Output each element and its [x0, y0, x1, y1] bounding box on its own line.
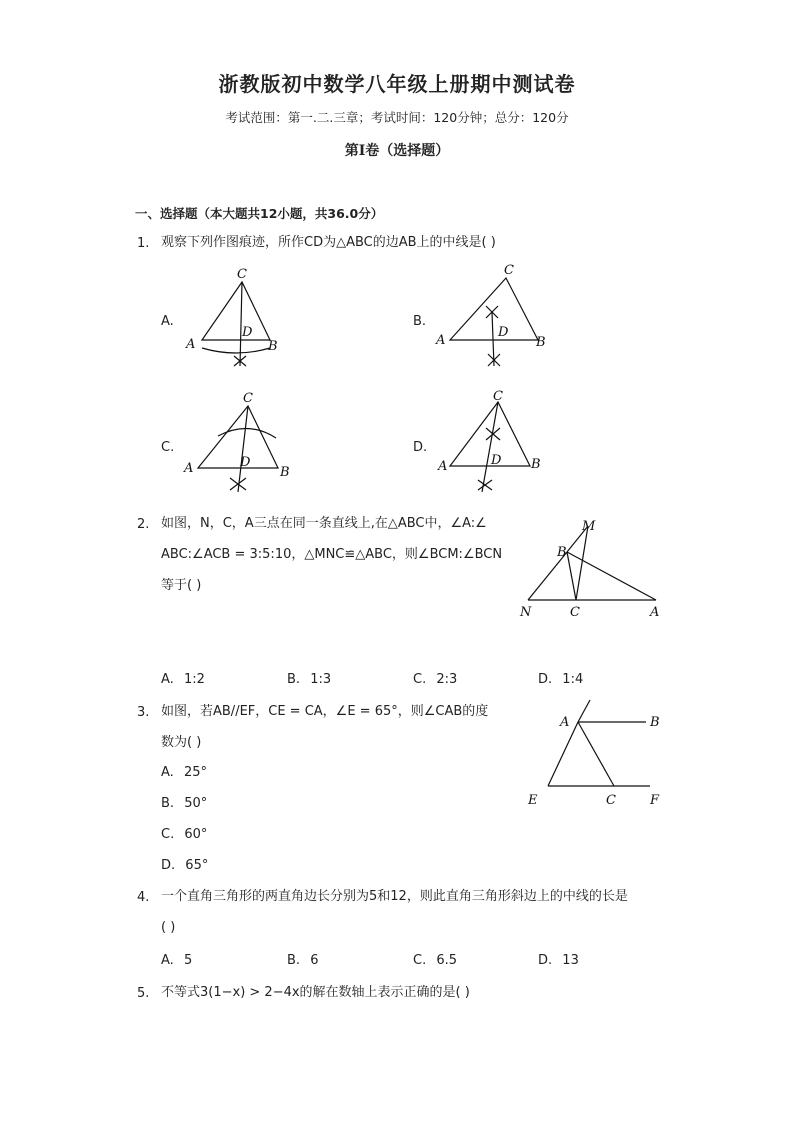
point-label: C — [237, 267, 247, 282]
triangle — [202, 282, 270, 340]
option-label: D. — [538, 953, 553, 968]
option-label: A. — [161, 314, 174, 329]
arc — [202, 348, 270, 353]
option-text: 50° — [184, 796, 208, 811]
question-number: 3. — [137, 705, 150, 720]
question-text: ABC:∠ACB = 3:5:10，△MNC≌△ABC，则∠BCM:∠BCN — [161, 547, 503, 562]
option-label: D. — [538, 672, 553, 687]
option — [538, 953, 579, 968]
option — [161, 858, 208, 873]
point-label: F — [650, 793, 660, 808]
median-line — [482, 402, 498, 492]
option — [413, 672, 457, 687]
point-label: D — [240, 455, 251, 470]
point-label: A — [438, 459, 448, 474]
option-label: B. — [413, 314, 427, 329]
option-text: 2:3 — [436, 672, 458, 687]
figure-q1-b — [434, 262, 554, 374]
option-label: C. — [161, 440, 175, 455]
segment-bc — [567, 552, 576, 600]
figure-q1-d — [434, 388, 546, 498]
option-text: 1:4 — [562, 672, 584, 687]
option-label: B. — [287, 672, 301, 687]
option — [161, 827, 207, 842]
exam-info: 考试范围：第一.二.三章；考试时间：120分钟；总分：120分 — [225, 110, 569, 125]
question-text: 不等式3(1−x) > 2−4x的解在数轴上表示正确的是( ) — [161, 985, 470, 1000]
point-label: B — [268, 339, 278, 354]
option-text: 1:3 — [310, 672, 332, 687]
option — [161, 796, 207, 811]
point-label: C — [606, 793, 616, 808]
point-label: B — [531, 457, 541, 472]
option-text: 13 — [562, 953, 579, 968]
point-label: B — [280, 465, 290, 480]
volume-heading: 第Ⅰ卷（选择题） — [344, 143, 450, 159]
option-text: 25° — [183, 765, 207, 780]
point-label: B — [650, 715, 660, 730]
figure-q3 — [520, 696, 670, 812]
option-text: 6.5 — [436, 953, 458, 968]
segment-ac — [578, 722, 614, 786]
triangle — [450, 278, 538, 340]
option-label: C. — [161, 827, 175, 842]
point-label: C — [504, 263, 514, 278]
option — [161, 953, 192, 968]
point-label: D — [498, 325, 509, 340]
figure-q1-a — [180, 262, 290, 374]
question-number: 2. — [137, 517, 150, 532]
option-text: 5 — [183, 953, 193, 968]
option-label: A. — [161, 672, 174, 687]
option — [161, 672, 205, 687]
page-title: 浙教版初中数学八年级上册期中测试卷 — [218, 72, 576, 96]
question-number: 1. — [137, 236, 150, 251]
option-label: B. — [287, 953, 301, 968]
option-text: 60° — [184, 827, 208, 842]
point-label: A — [560, 715, 570, 730]
option-label: C. — [413, 953, 427, 968]
point-label: E — [528, 793, 538, 808]
question-text: 如图，若AB//EF，CE = CA，∠E = 65°，则∠CAB的度 — [161, 704, 489, 719]
section-heading: 一、选择题（本大题共12小题，共36.0分） — [135, 206, 384, 221]
question-text: 一个直角三角形的两直角边长分别为5和12，则此直角三角形斜边上的中线的长是 — [161, 889, 628, 904]
point-label: D — [491, 453, 502, 468]
option-label: B. — [161, 796, 175, 811]
point-label: A — [184, 461, 194, 476]
point-label: A — [436, 333, 446, 348]
question-text: 数为( ) — [161, 735, 202, 750]
option-label: A. — [161, 765, 174, 780]
option-label: D. — [161, 858, 176, 873]
figure-q1-c — [180, 390, 292, 498]
option — [413, 953, 457, 968]
point-label: B — [536, 335, 546, 350]
question-text: 如图，N，C，A三点在同一条直线上,在△ABC中，∠A:∠ — [161, 516, 487, 531]
option-label: A. — [161, 953, 174, 968]
point-label: C — [243, 391, 253, 406]
point-label: B — [557, 545, 567, 560]
point-label: M — [582, 519, 596, 534]
question-text: ( ) — [161, 920, 176, 935]
option — [161, 765, 207, 780]
option-text: 1:2 — [183, 672, 205, 687]
median-line — [238, 406, 248, 492]
point-label: C — [570, 605, 580, 620]
point-label: C — [493, 389, 503, 404]
triangle — [450, 402, 530, 466]
option-label: D. — [413, 440, 428, 455]
triangle — [198, 406, 278, 468]
segment-ae — [548, 722, 578, 786]
option-text: 6 — [310, 953, 319, 968]
option — [287, 953, 318, 968]
point-label: N — [520, 605, 532, 620]
point-label: D — [242, 325, 253, 340]
ray-up — [578, 700, 590, 722]
question-number: 4. — [137, 890, 150, 905]
point-label: A — [186, 337, 196, 352]
question-text: 观察下列作图痕迹，所作CD为△ABC的边AB上的中线是( ) — [161, 235, 496, 250]
question-text: 等于( ) — [161, 578, 202, 593]
option-label: C. — [413, 672, 427, 687]
question-number: 5. — [137, 986, 150, 1001]
option-text: 65° — [185, 858, 209, 873]
option — [287, 672, 331, 687]
point-label: A — [650, 605, 660, 620]
figure-q2 — [512, 512, 672, 624]
option — [538, 672, 583, 687]
